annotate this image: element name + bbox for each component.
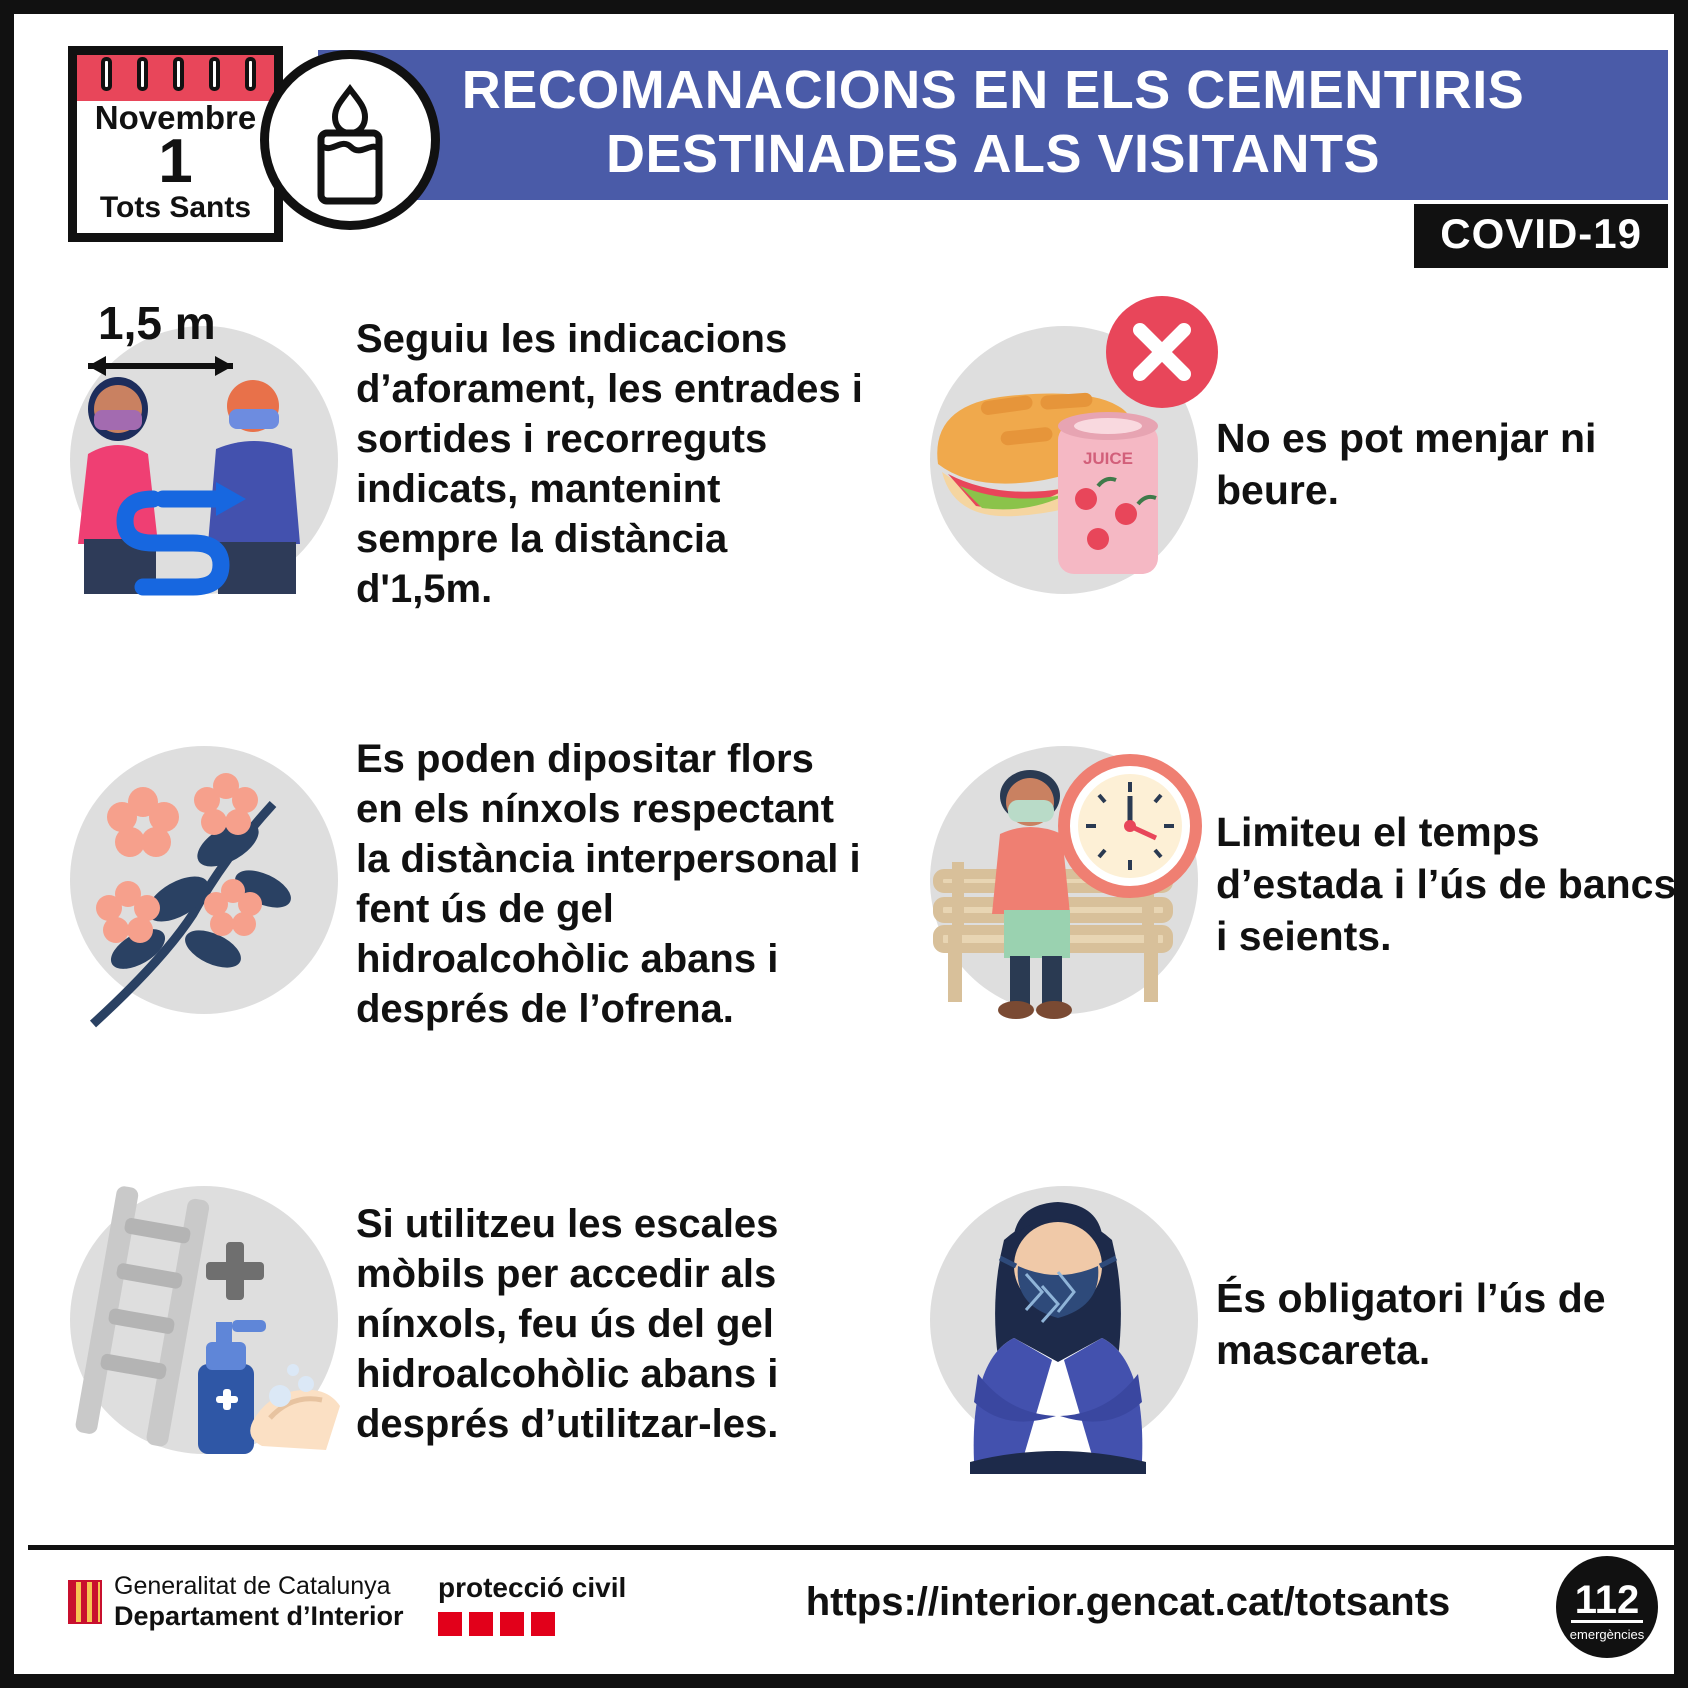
distance-label: 1,5 m: [98, 297, 216, 349]
item-distance: [48, 264, 868, 664]
person-with-mask-icon: [908, 1174, 1208, 1474]
proteccio-civil-logo: [438, 1572, 626, 1636]
proteccio-civil-label: protecció civil: [438, 1572, 627, 1603]
item-limit-time: [908, 684, 1678, 1084]
item-flowers: [48, 684, 868, 1084]
ladder-and-sanitizer-icon: [48, 1174, 348, 1474]
footer: [28, 1545, 1688, 1660]
emergency-number: 112: [1571, 1556, 1644, 1623]
sandwich-and-drink-icon: [908, 314, 1208, 614]
item-limit-time-text: Limiteu el temps d’estada i l’ús de bancs i seients.: [1216, 809, 1677, 959]
item-distance-text: Seguiu les indicacions d’aforament, les entrades i sortides i recorreguts indicats, mantenint sempre la distància d'1,5m.: [356, 317, 863, 611]
calendar-label: Tots Sants: [99, 191, 252, 224]
content-row-3: [28, 1124, 1688, 1524]
item-no-food-drink: [908, 264, 1678, 664]
proteccio-civil-squares: [438, 1612, 626, 1636]
svg-text:JUICE: JUICE: [1082, 449, 1134, 468]
item-no-food-drink-text: No es pot menjar ni beure.: [1216, 415, 1597, 513]
item-flowers-text: Es poden dipositar flors en els nínxols respectant la distància interpersonal i fent ús de gel hidroalcohòlic abans i després de l’ofrena.: [356, 737, 861, 1031]
generalitat-line1: Generalitat de Catalunya: [114, 1572, 391, 1600]
catalonia-flag-icon: [68, 1580, 102, 1624]
flowers-icon: [48, 734, 348, 1034]
generalitat-logo: [68, 1572, 404, 1632]
calendar-icon: [68, 46, 283, 242]
footer-url[interactable]: https://interior.gencat.cat/totsants: [805, 1580, 1451, 1624]
content-row-1: [28, 264, 1688, 664]
covid-badge: COVID-19: [1414, 204, 1668, 268]
calendar-rings: [77, 57, 274, 97]
calendar-month: Novembre: [94, 99, 257, 136]
header: [28, 28, 1688, 258]
item-mask-text: És obligatori l’ús de mascareta.: [1216, 1275, 1606, 1373]
item-mask: [908, 1124, 1678, 1524]
prohibited-icon: [1106, 296, 1218, 408]
calendar-day: 1: [158, 127, 193, 196]
content-grid: [28, 264, 1688, 1594]
emergency-label: emergències: [1569, 1627, 1645, 1642]
emergency-112-badge: [1556, 1556, 1658, 1658]
generalitat-line2: Departament d’Interior: [114, 1601, 404, 1631]
content-row-2: [28, 684, 1688, 1084]
page-title: RECOMANACIONS EN ELS CEMENTIRIS DESTINADES ALS VISITANTS: [461, 60, 1525, 184]
item-ladders-gel: [48, 1124, 868, 1524]
person-bench-clock-icon: [908, 734, 1208, 1034]
two-people-distance-icon: [48, 297, 348, 614]
item-ladders-gel-text: Si utilitzeu les escales mòbils per accedir als nínxols, feu ús del gel hidroalcohòlic abans i després d’utilitzar-les.: [356, 1202, 779, 1446]
